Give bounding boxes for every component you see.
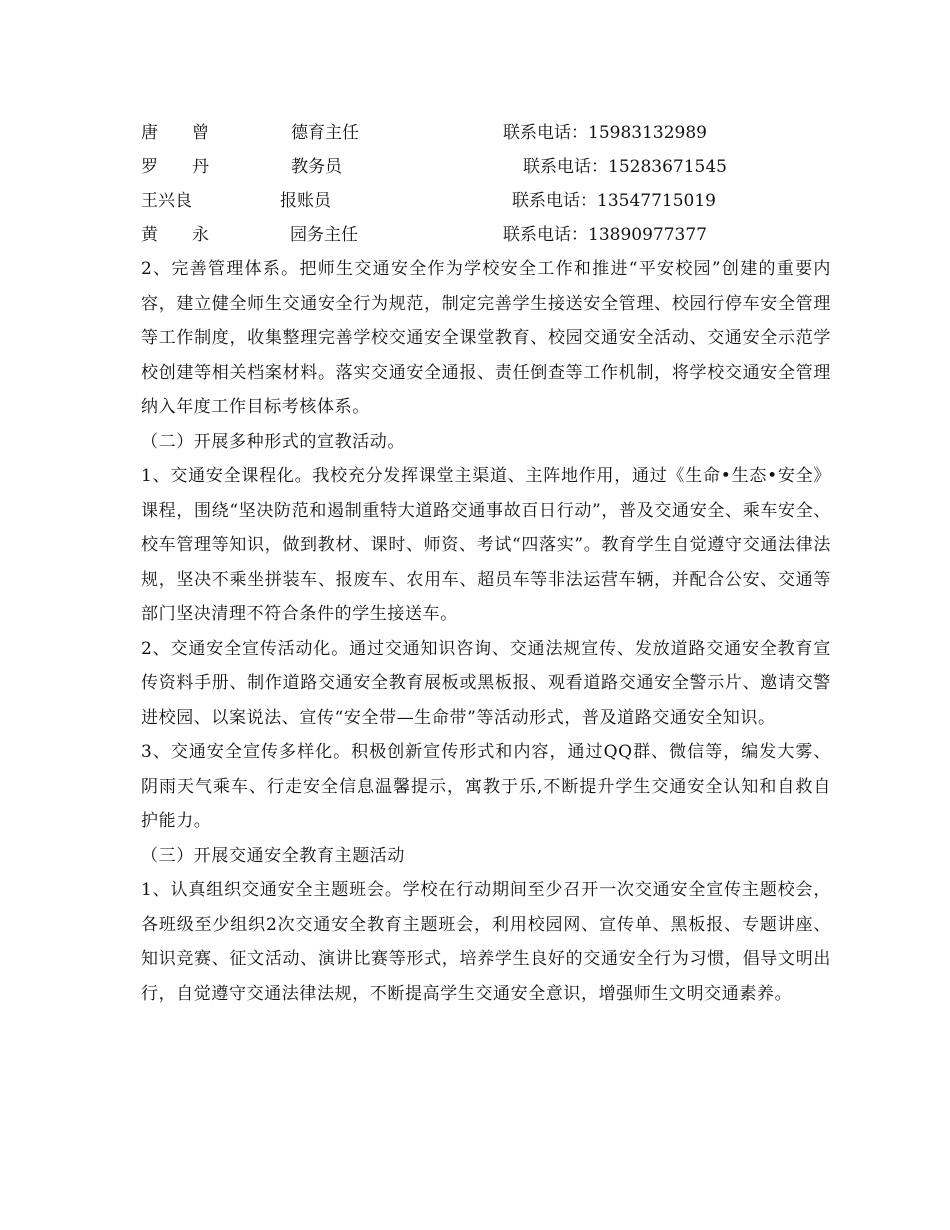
contact-name: 罗 丹 [141, 157, 209, 177]
paragraph-diversified: 3、交通安全宣传多样化。积极创新宣传形式和内容，通过QQ群、微信等，编发大雾、阴雨天气乘车、行走安全信息温馨提示，寓教于乐,不断提升学生交通安全认知和自救自护能力。 [141, 742, 831, 831]
contact-role: 教务员 [291, 157, 342, 177]
paragraph-management-system: 2、完善管理体系。把师生交通安全作为学校安全工作和推进“平安校园”创建的重要内容，建立健全师生交通安全行为规范，制定完善学生接送安全管理、校园行停车安全管理等工作制度，收集整理完善学校交通安全课堂教育、校园交通安全活动、交通安全示范学校创建等相关档案材料。落实交通安全通报、责任倒查等工作机制，将学校交通安全管理纳入年度工作目标考核体系。 [141, 259, 831, 417]
section-heading-theme-activities: （三）开展交通安全教育主题活动 [141, 845, 405, 866]
contact-row [141, 184, 841, 218]
contact-role: 园务主任 [290, 225, 358, 245]
contact-row [141, 150, 841, 184]
contact-row [141, 116, 841, 150]
contact-phone: 联系电话：13547715019 [512, 191, 716, 211]
contact-phone: 联系电话：13890977377 [503, 225, 707, 245]
paragraph-activities: 2、交通安全宣传活动化。通过交通知识咨询、交通法规宣传、发放道路交通安全教育宣传资料手册、制作道路交通安全教育展板或黑板报、观看道路交通安全警示片、邀请交警进校园、以案说法、宣传“安全带—生命带”等活动形式，普及道路交通安全知识。 [141, 638, 831, 728]
document-body [141, 252, 831, 1011]
contact-role: 报账员 [280, 191, 331, 211]
contact-list [141, 116, 841, 252]
contact-phone: 联系电话：15283671545 [523, 157, 727, 177]
paragraph-curriculum: 1、交通安全课程化。我校充分发挥课堂主渠道、主阵地作用，通过《生命•生态•安全》课程，围绕“坚决防范和遏制重特大道路交通事故百日行动”，普及交通安全、乘车安全、校车管理等知识，做到教材、课时、师资、考试“四落实”。教育学生自觉遵守交通法律法规，坚决不乘坐拼装车、报废车、农用车、超员车等非法运营车辆，并配合公安、交通等部门坚决清理不符合条件的学生接送车。 [141, 466, 831, 624]
contact-row [141, 218, 841, 252]
contact-name: 黄 永 [141, 225, 209, 245]
section-heading-publicity: （二）开展多种形式的宣教活动。 [141, 431, 405, 452]
contact-role: 德育主任 [291, 123, 359, 143]
contact-phone: 联系电话：15983132989 [503, 123, 707, 143]
paragraph-class-meeting: 1、认真组织交通安全主题班会。学校在行动期间至少召开一次交通安全宣传主题校会，各班级至少组织2次交通安全教育主题班会，利用校园网、宣传单、黑板报、专题讲座、知识竞赛、征文活动、演讲比赛等形式，培养学生良好的交通安全行为习惯，倡导文明出行，自觉遵守交通法律法规，不断提高学生交通安全意识，增强师生文明交通素养。 [141, 880, 831, 1004]
contact-name: 王兴良 [141, 191, 192, 211]
contact-name: 唐 曾 [141, 123, 209, 143]
